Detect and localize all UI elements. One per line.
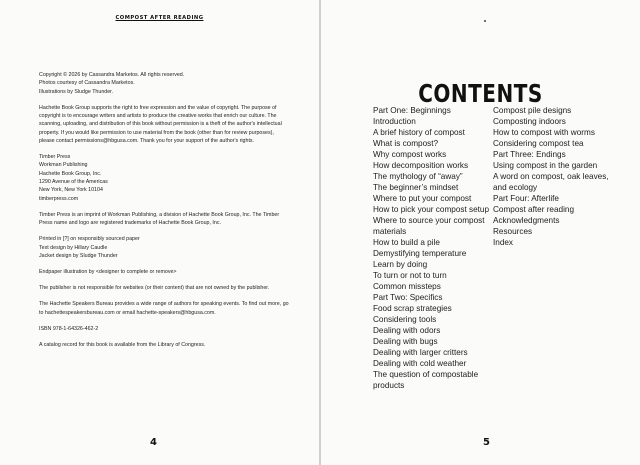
running-head: COMPOST AFTER READING xyxy=(115,15,204,21)
toc-item: Part Two: Specifics xyxy=(373,293,443,302)
page-number-left: 4 xyxy=(150,437,157,448)
toc-item: Using compost in the garden xyxy=(493,161,598,170)
toc-item: A brief history of compost xyxy=(373,128,465,137)
toc-item: Part Four: Afterlife xyxy=(493,194,559,203)
isbn: ISBN 978-1-64326-462-2 xyxy=(39,325,99,332)
endpaper-credit: Endpaper illustration by <designer to complete or remove> xyxy=(39,269,177,276)
toc-item: What is compost? xyxy=(373,139,439,148)
toc-item: How to pick your compost setup xyxy=(373,205,490,214)
toc-item: Considering compost tea xyxy=(493,139,584,148)
toc-item: How decomposition works xyxy=(373,161,469,170)
contents-title: CONTENTS xyxy=(418,78,543,108)
toc-item: Where to put your compost xyxy=(373,194,472,203)
toc-column-1 xyxy=(373,105,493,391)
toc-item: The beginner’s mindset xyxy=(373,183,459,192)
page-number-right: 5 xyxy=(483,437,490,448)
toc-item: To turn or not to turn xyxy=(373,271,447,280)
left-page xyxy=(0,0,319,465)
right-page xyxy=(321,0,640,465)
catalog-record: A catalog record for this book is available from the Library of Congress. xyxy=(39,342,206,349)
toc-item: Part Three: Endings xyxy=(493,150,566,159)
toc-item: Where to source your compost materials xyxy=(373,216,485,236)
copyright-block xyxy=(39,71,289,357)
toc-item: Dealing with larger critters xyxy=(373,348,468,357)
print-credits: Printed in [?] on responsibly sourced paper Text design by Hillary Caudle Jacket design by Sludge Thunder xyxy=(39,236,140,259)
toc-item: Index xyxy=(493,238,514,247)
toc-column-2 xyxy=(493,105,617,248)
toc-item: Food scrap strategies xyxy=(373,304,452,313)
toc-item: How to build a pile xyxy=(373,238,440,247)
toc-item: Learn by doing xyxy=(373,260,428,269)
toc-item: Compost pile designs xyxy=(493,106,572,115)
page-mark xyxy=(484,20,486,22)
toc-item: Dealing with odors xyxy=(373,326,441,335)
toc-item: Why compost works xyxy=(373,150,447,159)
speakers-bureau: The Hachette Speakers Bureau provides a wide range of authors for speaking events. To find out more, go to hachettespeakersbureau.com or email hachette-speakers@hbgusa.com. xyxy=(39,301,289,316)
toc-item: Compost after reading xyxy=(493,205,575,214)
publisher-address: Timber Press Workman Publishing Hachette Book Group, Inc. 1290 Avenue of the Americas New York, New York 10104 timberpress.com xyxy=(39,154,108,202)
website-disclaimer: The publisher is not responsible for websites (or their content) that are not owned by the publisher. xyxy=(39,285,270,292)
imprint-note: Timber Press is an imprint of Workman Publishing, a division of Hachette Book Group, Inc. The Timber Press name and logo are registered trademarks of Hachette Book Group, Inc. xyxy=(39,211,280,227)
copyright-notice: Hachette Book Group supports the right to free expression and the value of copyright. The purpose of copyright is to encourage writers and artists to produce the creative works that enrich our culture. The scanning, uploading, and distribution of this book without permission is a theft of the author's intellectual property. If you would like permission to use material from the book (other than for review purposes), please contact permissions@hbgusa.com. Thank you for your support of the author's rights. xyxy=(39,104,282,144)
toc-item: How to compost with worms xyxy=(493,128,595,137)
toc-item: Introduction xyxy=(373,117,416,126)
toc-item: Considering tools xyxy=(373,315,437,324)
toc-item: A word on compost, oak leaves, and ecology xyxy=(493,172,609,192)
toc-item: Acknowledgments xyxy=(493,216,560,225)
toc-item: The question of compostable products xyxy=(373,370,479,390)
toc-item: Common missteps xyxy=(373,282,441,291)
toc-item: Dealing with bugs xyxy=(373,337,438,346)
toc-item: Demystifying temperature xyxy=(373,249,467,258)
toc-item: The mythology of “away” xyxy=(373,172,463,181)
toc-item: Resources xyxy=(493,227,533,236)
toc-item: Composting indoors xyxy=(493,117,566,126)
toc-item: Part One: Beginnings xyxy=(373,106,451,115)
toc-item: Dealing with cold weather xyxy=(373,359,467,368)
copyright-line: Copyright © 2026 by Cassandra Marketos. All rights reserved. Photos courtesy of Cassandra Marketos. Illustrations by Sludge Thunder. xyxy=(39,72,185,95)
